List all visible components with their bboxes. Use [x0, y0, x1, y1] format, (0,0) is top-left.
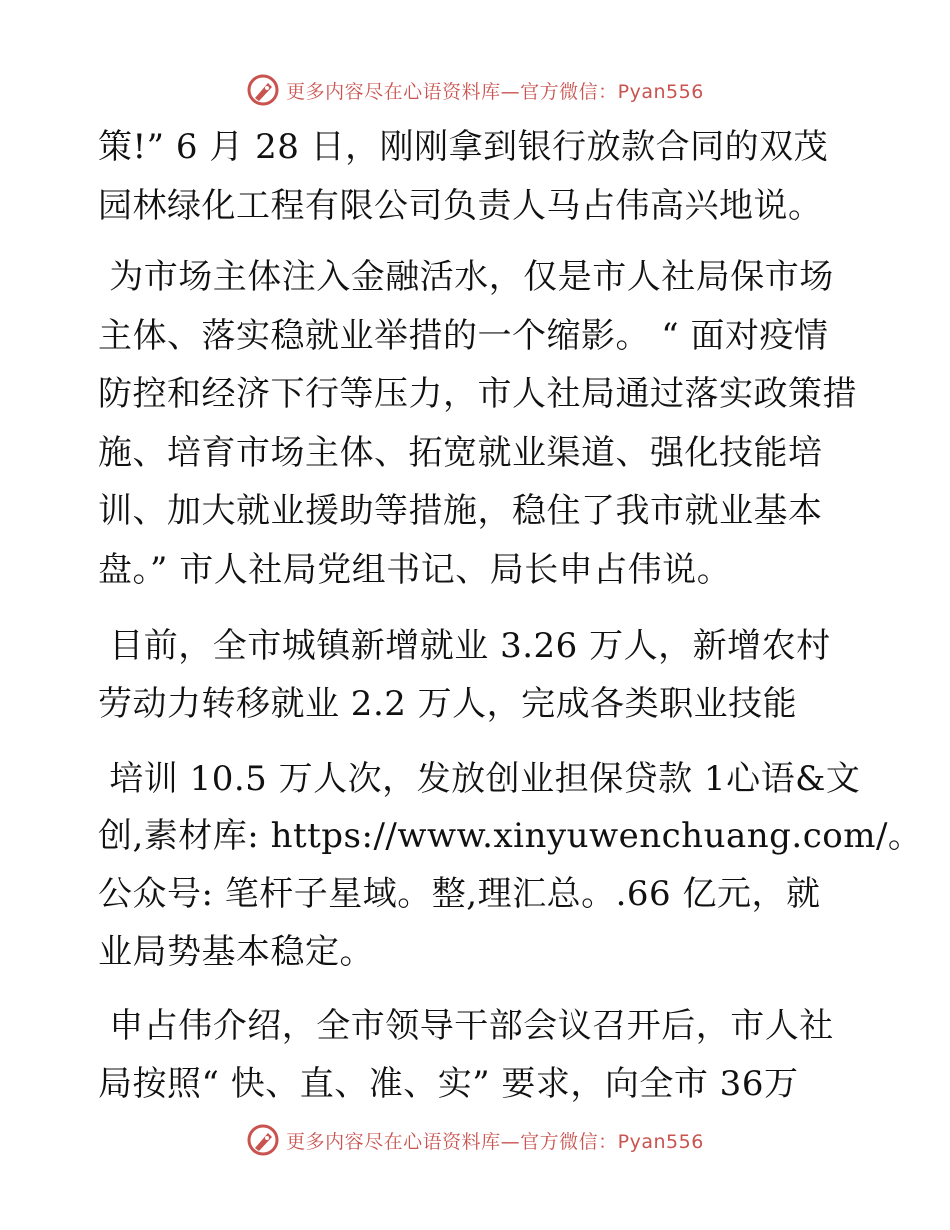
body-line: 园林绿化工程有限公司负责人马占伟高兴地说。 — [98, 186, 823, 226]
body-line: 业局势基本稳定。 — [98, 932, 374, 972]
body-line: 目前，全市城镇新增就业 3.26 万人，新增农村 — [98, 626, 831, 666]
body-line: 策!” 6 月 28 日，刚刚拿到银行放款合同的双茂 — [98, 127, 829, 167]
body-line: 训、加大就业援助等措施，稳住了我市就业基本 — [98, 491, 823, 531]
footer-banner-text: 更多内容尽在心语资料库—官方微信：Pyan556 — [286, 1130, 704, 1153]
body-line: 劳动力转移就业 2.2 万人，完成各类职业技能 — [98, 684, 798, 724]
pen-nib-icon — [246, 73, 280, 107]
body-line: 防控和经济下行等压力，市人社局通过落实政策措 — [98, 374, 857, 414]
body-line: 申占伟介绍，全市领导干部会议召开后，市人社 — [98, 1006, 834, 1046]
body-line: 创,素材库: https://www.xinyuwenchuang.com/。 — [98, 816, 923, 856]
body-line: 盘。” 市人社局党组书记、局长申占伟说。 — [98, 550, 732, 590]
body-line: 局按照“ 快、直、准、实” 要求，向全市 36万 — [98, 1064, 799, 1104]
header-banner — [0, 70, 950, 110]
body-line: 主体、落实稳就业举措的一个缩影。 “ 面对疫情 — [98, 316, 829, 356]
body-line: 培训 10.5 万人次，发放创业担保贷款 1心语&文 — [98, 759, 861, 799]
body-line: 公众号: 笔杆子星域。整,理汇总。.66 亿元，就 — [98, 874, 821, 914]
pen-nib-icon — [246, 1123, 280, 1157]
header-banner-text: 更多内容尽在心语资料库—官方微信：Pyan556 — [286, 80, 704, 103]
footer-banner — [0, 1120, 950, 1160]
body-line: 为市场主体注入金融活水，仅是市人社局保市场 — [98, 257, 834, 297]
body-line: 施、培育市场主体、拓宽就业渠道、强化技能培 — [98, 433, 823, 473]
